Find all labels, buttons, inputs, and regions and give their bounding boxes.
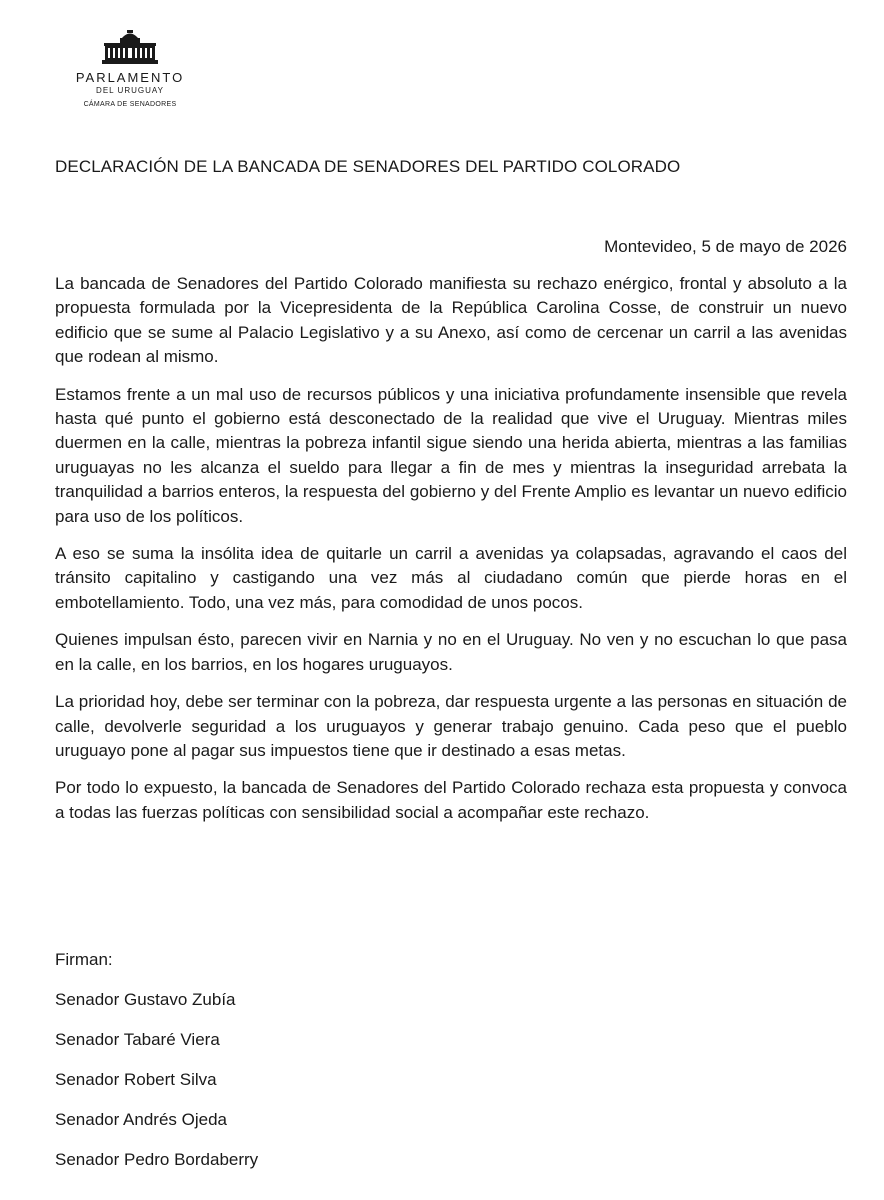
legislative-palace-icon — [74, 30, 186, 64]
letterhead-subname: DEL URUGUAY — [96, 86, 164, 95]
signer-name: Senador Robert Silva — [55, 1070, 217, 1089]
document-title: DECLARACIÓN DE LA BANCADA DE SENADORES DEL PARTIDO COLORADO — [55, 157, 681, 176]
paragraph: La prioridad hoy, debe ser terminar con la pobreza, dar respuesta urgente a las personas en situación de calle, devolverle seguridad a los uruguayos y generar trabajo genuino. Cada peso que el pueblo uruguayo pone al pagar sus impuestos tiene que ir destinado a esas metas. — [55, 692, 847, 760]
paragraph: Por todo lo expuesto, la bancada de Senadores del Partido Colorado rechaza esta propuesta y convoca a todas las fuerzas políticas con sensibilidad social a acompañar este rechazo. — [55, 778, 847, 822]
letterhead-chamber: CÁMARA DE SENADORES — [83, 101, 177, 108]
place-date: Montevideo, 5 de mayo de 2026 — [604, 237, 847, 256]
paragraph: La bancada de Senadores del Partido Colorado manifiesta su rechazo enérgico, frontal y absoluto a la propuesta formulada por la Vicepresidenta de la República Carolina Cosse, de construir un nuevo edificio que se sume al Palacio Legislativo y a su Anexo, así como de cercenar un carril a las avenidas que rodean al mismo. — [55, 274, 847, 367]
paragraph: Quienes impulsan ésto, parecen vivir en Narnia y no en el Uruguay. No ven y no escuchan lo que pasa en la calle, en los barrios, en los hogares uruguayos. — [55, 630, 847, 674]
signers-block — [55, 948, 258, 1188]
document-body — [55, 272, 847, 838]
signers-label: Firman: — [55, 950, 113, 969]
paragraph: A eso se suma la insólita idea de quitarle un carril a avenidas ya colapsadas, agravando el caos del tránsito capitalino y castigando una vez más al ciudadano común que pierde horas en el embotellamiento. Todo, una vez más, para comodidad de unos pocos. — [55, 544, 847, 612]
signer-name: Senador Pedro Bordaberry — [55, 1150, 259, 1169]
signer-name: Senador Andrés Ojeda — [55, 1110, 228, 1129]
letterhead-name: PARLAMENTO — [75, 70, 185, 85]
paragraph: Estamos frente a un mal uso de recursos públicos y una iniciativa profundamente insensible que revela hasta qué punto el gobierno está desconectado de la realidad que vive el Uruguay. Mientras miles duermen en la calle, mientras la pobreza infantil sigue siendo una herida abierta, mientras a las familias uruguayas no les alcanza el sueldo para llegar a fin de mes y mientras la inseguridad arrebata la tranquilidad a barrios enteros, la respuesta del gobierno y del Frente Amplio es levantar un nuevo edificio para uso de los políticos. — [55, 384, 847, 526]
letterhead — [74, 30, 186, 112]
signer-name: Senador Gustavo Zubía — [55, 990, 236, 1009]
signer-name: Senador Tabaré Viera — [55, 1030, 220, 1049]
